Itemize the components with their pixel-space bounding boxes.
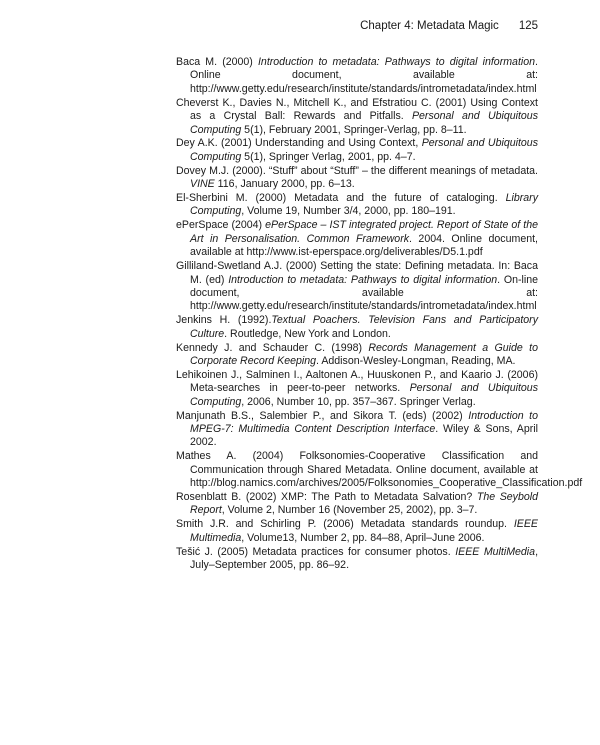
reference-text: . On-line document, available at: http://www.getty.edu/research/institute/standards/intrometadata/index.html (190, 273, 538, 313)
reference-title: Personal and Ubiquitous Computing (190, 382, 538, 408)
reference-text: Rosenblatt B. (2002) XMP: The Path to Metadata Salvation? (176, 491, 477, 503)
reference-text: . Online document, available at: http://www.getty.edu/research/institute/standards/intrometadata/index.html (190, 56, 538, 95)
reference-text: Dey A.K. (2001) Understanding and Using Context, (176, 137, 422, 150)
reference-title: IEEE Multimedia (190, 518, 538, 544)
running-head (360, 20, 538, 32)
reference-entry (176, 219, 538, 259)
reference-text: Baca M. (2000) (176, 56, 258, 68)
reference-entry (176, 192, 538, 219)
reference-entry (176, 97, 538, 137)
reference-title: The Seybold Report (190, 491, 538, 517)
reference-text: Dovey M.J. (2000). “Stuff” about “Stuff” – the different meanings of metadata. (176, 164, 538, 177)
reference-title: Introduction to metadata: Pathways to digital information (257, 56, 536, 68)
reference-title: Library Computing (190, 192, 538, 218)
reference-entry (176, 546, 538, 573)
reference-text: ePerSpace (2004) (176, 219, 266, 232)
reference-text: , July–September 2005, pp. 86–92. (190, 545, 539, 572)
reference-text: . Routledge, New York and London. (224, 327, 391, 340)
reference-title: ePerSpace – IST integrated project. Report of State of the Art in Personalisation. Common Framework (190, 219, 538, 245)
reference-entry (176, 56, 538, 96)
reference-entry (176, 342, 538, 369)
reference-title: Personal and Ubiquitous Computing (190, 110, 538, 136)
page-number: 125 (518, 20, 538, 32)
reference-entry (176, 369, 538, 409)
reference-entry (176, 410, 538, 450)
reference-entry (176, 518, 538, 545)
reference-title: Textual Poachers. Television Fans and Participatory Culture (190, 314, 538, 340)
reference-entry (176, 314, 538, 341)
reference-text: 116, January 2000, pp. 6–13. (214, 178, 355, 191)
reference-text: . Wiley & Sons, April 2002. (190, 422, 538, 449)
reference-entry (176, 450, 583, 490)
reference-text: Kennedy J. and Schauder C. (1998) (176, 341, 369, 354)
reference-entry (176, 491, 538, 518)
reference-title: Introduction to MPEG-7: Multimedia Content Description Interface (190, 409, 539, 435)
reference-text: El-Sherbini M. (2000) Metadata and the future of cataloging. (176, 192, 506, 205)
reference-title: Personal and Ubiquitous Computing (190, 137, 538, 163)
reference-title: Records Management a Guide to Corporate Record Keeping (190, 341, 538, 367)
reference-text: , Volume 2, Number 16 (November 25, 2002), pp. 3–7. (221, 504, 478, 517)
reference-text: , Volume13, Number 2, pp. 84–88, April–June 2006. (241, 531, 485, 544)
reference-title: VINE (190, 178, 215, 191)
reference-text: Gilliland-Swetland A.J. (2000) Setting the state: Defining metadata. In: Baca M. (ed) (176, 260, 538, 286)
chapter-title: Chapter 4: Metadata Magic (360, 20, 499, 32)
reference-text: Tešić J. (2005) Metadata practices for consumer photos. (176, 545, 456, 558)
reference-text: , 2006, Number 10, pp. 357–367. Springer Verlag. (241, 395, 476, 408)
reference-list (176, 56, 583, 573)
reference-text: 5(1), February 2001, Springer-Verlag, pp. 8–11. (241, 123, 467, 136)
reference-text: 5(1), Springer Verlag, 2001, pp. 4–7. (241, 150, 416, 163)
reference-text: , Volume 19, Number 3/4, 2000, pp. 180–191. (241, 205, 456, 218)
reference-text: Manjunath B.S., Salembier P., and Sikora T. (eds) (2002) (176, 409, 469, 422)
reference-text: Cheverst K., Davies N., Mitchell K., and Efstratiou C. (2001) Using Context as a Crystal Ball: Rewards and Pitfalls. (176, 96, 538, 123)
reference-entry (176, 165, 538, 192)
reference-entry (176, 137, 538, 164)
reference-text: Jenkins H. (1992). (176, 314, 272, 327)
reference-entry (176, 260, 538, 314)
reference-title: Introduction to metadata: Pathways to digital information (228, 273, 498, 286)
reference-text: Lehikoinen J., Salminen I., Aaltonen A., Huuskonen P., and Kaario J. (2006) Meta-searches in peer-to-peer networks. (176, 368, 538, 395)
reference-title: IEEE MultiMedia (455, 545, 536, 558)
reference-text: . Addison-Wesley-Longman, Reading, MA. (316, 354, 516, 367)
reference-text: Smith J.R. and Schirling P. (2006) Metadata standards roundup. (176, 518, 514, 531)
reference-text: . 2004. Online document, available at http://www.ist-eperspace.org/deliverables/D5.1.pdf (190, 232, 538, 259)
reference-text: Mathes A. (2004) Folksonomies-Cooperative Classification and Communication through Shared Metadata. Online document, available at http://blog.namics.com/archives/2005/Folksonomies_Cooperative_Classification.pdf (176, 450, 583, 490)
